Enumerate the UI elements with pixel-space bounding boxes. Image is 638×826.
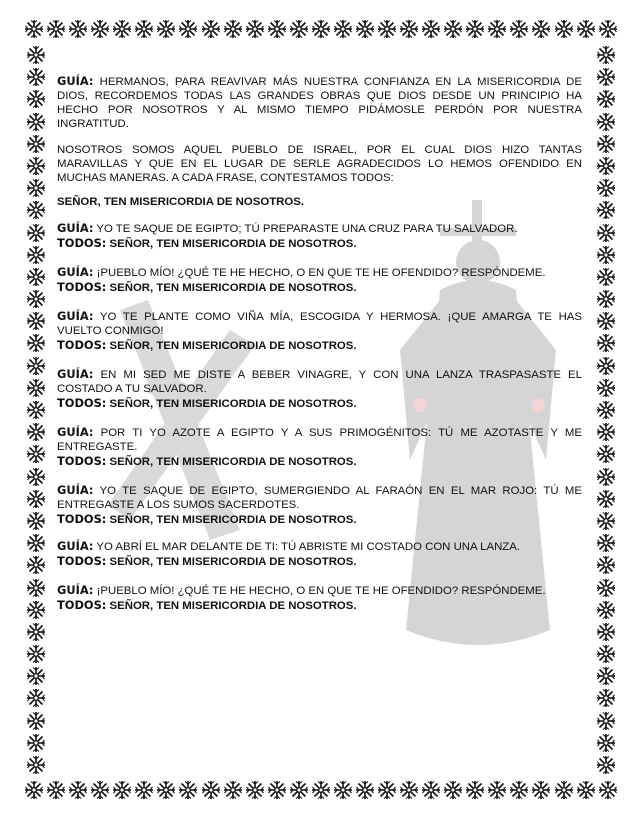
asterisk-flower-icon: [596, 600, 616, 620]
asterisk-flower-icon: [26, 45, 46, 65]
asterisk-flower-icon: [156, 780, 176, 800]
all-label: TODOS:: [57, 454, 107, 468]
asterisk-flower-icon: [596, 755, 616, 775]
guide-line: [57, 221, 582, 236]
asterisk-flower-icon: [311, 19, 331, 39]
asterisk-flower-icon: [596, 200, 616, 220]
guide-text: EN MI SED ME DISTE A BEBER VINAGRE, Y CON UNA LANZA TRASPASASTE EL COSTADO A TU SALVADOR.: [57, 369, 582, 395]
context-paragraph: NOSOTROS SOMOS AQUEL PUEBLO DE ISRAEL, POR EL CUAL DIOS HIZO TANTAS MARAVILLAS Y QUE EN EL LUGAR DE SERLE AGRADECIDOS LO HEMOS OFENDIDO EN MUCHAS MANERAS. A CADA FRASE, CONTESTAMOS TODOS:: [57, 144, 582, 184]
asterisk-flower-icon: [112, 780, 132, 800]
asterisk-flower-icon: [26, 333, 46, 353]
asterisk-flower-icon: [26, 555, 46, 575]
asterisk-flower-icon: [596, 378, 616, 398]
asterisk-flower-icon: [223, 19, 243, 39]
intro-paragraph: [57, 74, 582, 131]
asterisk-flower-icon: [596, 511, 616, 531]
guide-line: [57, 425, 582, 454]
asterisk-flower-icon: [112, 19, 132, 39]
all-label: TODOS:: [57, 554, 107, 568]
asterisk-flower-icon: [554, 780, 574, 800]
asterisk-flower-icon: [596, 622, 616, 642]
asterisk-flower-icon: [596, 711, 616, 731]
response-line: [57, 512, 582, 527]
asterisk-flower-icon: [24, 19, 44, 39]
asterisk-flower-icon: [26, 489, 46, 509]
asterisk-flower-icon: [26, 711, 46, 731]
response-line: [57, 396, 582, 411]
guide-label: GUÍA:: [57, 367, 94, 381]
guide-label: GUÍA:: [57, 583, 94, 597]
response-line: [57, 280, 582, 295]
all-text: SEÑOR, TEN MISERICORDIA DE NOSOTROS.: [106, 340, 357, 352]
asterisk-flower-icon: [377, 19, 397, 39]
page-border-left: [24, 45, 48, 775]
asterisk-flower-icon: [178, 780, 198, 800]
asterisk-flower-icon: [596, 467, 616, 487]
all-text: SEÑOR, TEN MISERICORDIA DE NOSOTROS.: [106, 238, 357, 250]
asterisk-flower-icon: [576, 19, 596, 39]
guide-label: GUÍA:: [57, 265, 94, 279]
asterisk-flower-icon: [596, 223, 616, 243]
asterisk-flower-icon: [90, 19, 110, 39]
all-label: TODOS:: [57, 236, 107, 250]
asterisk-flower-icon: [26, 600, 46, 620]
asterisk-flower-icon: [355, 19, 375, 39]
asterisk-flower-icon: [201, 19, 221, 39]
asterisk-flower-icon: [134, 19, 154, 39]
asterisk-flower-icon: [596, 733, 616, 753]
asterisk-flower-icon: [26, 578, 46, 598]
asterisk-flower-icon: [596, 245, 616, 265]
prayer-text: [57, 74, 582, 613]
asterisk-flower-icon: [311, 780, 331, 800]
asterisk-flower-icon: [26, 533, 46, 553]
asterisk-flower-icon: [596, 289, 616, 309]
asterisk-flower-icon: [26, 733, 46, 753]
asterisk-flower-icon: [134, 780, 154, 800]
asterisk-flower-icon: [333, 780, 353, 800]
refrain: SEÑOR, TEN MISERICORDIA DE NOSOTROS.: [57, 196, 305, 208]
asterisk-flower-icon: [531, 19, 551, 39]
asterisk-flower-icon: [26, 378, 46, 398]
guide-label: GUÍA:: [57, 309, 94, 323]
guide-text: YO TE SAQUE DE EGIPTO; TÚ PREPARASTE UNA CRUZ PARA TU SALVADOR.: [93, 223, 518, 235]
asterisk-flower-icon: [26, 467, 46, 487]
guide-line: [57, 483, 582, 512]
all-text: SEÑOR, TEN MISERICORDIA DE NOSOTROS.: [106, 514, 357, 526]
asterisk-flower-icon: [596, 688, 616, 708]
all-text: SEÑOR, TEN MISERICORDIA DE NOSOTROS.: [106, 556, 357, 568]
asterisk-flower-icon: [596, 89, 616, 109]
asterisk-flower-icon: [245, 780, 265, 800]
asterisk-flower-icon: [26, 400, 46, 420]
guide-label: GUÍA:: [57, 539, 94, 553]
asterisk-flower-icon: [598, 19, 618, 39]
asterisk-flower-icon: [46, 780, 66, 800]
asterisk-flower-icon: [465, 780, 485, 800]
asterisk-flower-icon: [596, 444, 616, 464]
guide-line: [57, 309, 582, 338]
all-label: TODOS:: [57, 280, 107, 294]
guide-line: [57, 265, 582, 280]
asterisk-flower-icon: [596, 666, 616, 686]
asterisk-flower-icon: [596, 67, 616, 87]
asterisk-flower-icon: [596, 578, 616, 598]
asterisk-flower-icon: [596, 45, 616, 65]
all-text: SEÑOR, TEN MISERICORDIA DE NOSOTROS.: [106, 600, 357, 612]
asterisk-flower-icon: [487, 780, 507, 800]
asterisk-flower-icon: [90, 780, 110, 800]
guide-label: GUÍA:: [57, 483, 94, 497]
guide-label: GUÍA:: [57, 74, 94, 88]
asterisk-flower-icon: [596, 178, 616, 198]
guide-line: [57, 539, 582, 554]
asterisk-flower-icon: [399, 19, 419, 39]
all-label: TODOS:: [57, 396, 107, 410]
asterisk-flower-icon: [26, 688, 46, 708]
asterisk-flower-icon: [26, 112, 46, 132]
asterisk-flower-icon: [24, 780, 44, 800]
guide-label: GUÍA:: [57, 221, 94, 235]
response-line: [57, 554, 582, 569]
asterisk-flower-icon: [26, 178, 46, 198]
asterisk-flower-icon: [596, 422, 616, 442]
asterisk-flower-icon: [26, 755, 46, 775]
page-border-top: [24, 17, 618, 41]
asterisk-flower-icon: [596, 555, 616, 575]
asterisk-flower-icon: [26, 356, 46, 376]
asterisk-flower-icon: [26, 245, 46, 265]
asterisk-flower-icon: [596, 533, 616, 553]
asterisk-flower-icon: [333, 19, 353, 39]
asterisk-flower-icon: [377, 780, 397, 800]
asterisk-flower-icon: [26, 622, 46, 642]
guide-text: YO TE SAQUE DE EGIPTO, SUMERGIENDO AL FARAÓN EN EL MAR ROJO: TÚ ME ENTREGASTE A LOS SUMOS SACERDOTES.: [57, 485, 582, 511]
asterisk-flower-icon: [26, 223, 46, 243]
asterisk-flower-icon: [596, 134, 616, 154]
asterisk-flower-icon: [26, 422, 46, 442]
response-line: [57, 454, 582, 469]
asterisk-flower-icon: [289, 19, 309, 39]
guide-line: [57, 367, 582, 396]
asterisk-flower-icon: [156, 19, 176, 39]
asterisk-flower-icon: [289, 780, 309, 800]
all-text: SEÑOR, TEN MISERICORDIA DE NOSOTROS.: [106, 282, 357, 294]
asterisk-flower-icon: [421, 19, 441, 39]
all-label: TODOS:: [57, 512, 107, 526]
asterisk-flower-icon: [465, 19, 485, 39]
asterisk-flower-icon: [26, 200, 46, 220]
asterisk-flower-icon: [596, 333, 616, 353]
asterisk-flower-icon: [596, 356, 616, 376]
asterisk-flower-icon: [576, 780, 596, 800]
asterisk-flower-icon: [26, 666, 46, 686]
asterisk-flower-icon: [26, 134, 46, 154]
asterisk-flower-icon: [399, 780, 419, 800]
asterisk-flower-icon: [596, 489, 616, 509]
asterisk-flower-icon: [26, 644, 46, 664]
asterisk-flower-icon: [46, 19, 66, 39]
asterisk-flower-icon: [178, 19, 198, 39]
asterisk-flower-icon: [68, 19, 88, 39]
guide-text: ¡PUEBLO MÍO! ¿QUÉ TE HE HECHO, O EN QUE TE HE OFENDIDO? RESPÓNDEME.: [93, 585, 546, 597]
page-border-right: [594, 45, 618, 775]
asterisk-flower-icon: [26, 511, 46, 531]
asterisk-flower-icon: [531, 780, 551, 800]
asterisk-flower-icon: [554, 19, 574, 39]
asterisk-flower-icon: [596, 400, 616, 420]
asterisk-flower-icon: [68, 780, 88, 800]
asterisk-flower-icon: [267, 780, 287, 800]
verse-list: [57, 221, 582, 613]
guide-text: YO TE PLANTE COMO VIÑA MÍA, ESCOGIDA Y HERMOSA. ¡QUE AMARGA TE HAS VUELTO CONMIGO!: [57, 311, 582, 337]
guide-label: GUÍA:: [57, 425, 94, 439]
asterisk-flower-icon: [443, 19, 463, 39]
asterisk-flower-icon: [26, 67, 46, 87]
asterisk-flower-icon: [26, 289, 46, 309]
asterisk-flower-icon: [596, 311, 616, 331]
asterisk-flower-icon: [245, 19, 265, 39]
asterisk-flower-icon: [26, 267, 46, 287]
asterisk-flower-icon: [267, 19, 287, 39]
asterisk-flower-icon: [26, 444, 46, 464]
asterisk-flower-icon: [421, 780, 441, 800]
guide-line: [57, 583, 582, 598]
asterisk-flower-icon: [596, 156, 616, 176]
asterisk-flower-icon: [26, 156, 46, 176]
all-label: TODOS:: [57, 598, 107, 612]
response-line: [57, 598, 582, 613]
all-text: SEÑOR, TEN MISERICORDIA DE NOSOTROS.: [106, 456, 357, 468]
asterisk-flower-icon: [355, 780, 375, 800]
response-line: [57, 338, 582, 353]
response-line: [57, 236, 582, 251]
all-text: SEÑOR, TEN MISERICORDIA DE NOSOTROS.: [106, 398, 357, 410]
asterisk-flower-icon: [26, 311, 46, 331]
asterisk-flower-icon: [509, 19, 529, 39]
asterisk-flower-icon: [596, 112, 616, 132]
asterisk-flower-icon: [443, 780, 463, 800]
asterisk-flower-icon: [26, 89, 46, 109]
intro-text: HERMANOS, PARA REAVIVAR MÁS NUESTRA CONFIANZA EN LA MISERICORDIA DE DIOS, RECORDEMOS TODAS LAS GRANDES OBRAS QUE DIOS DESDE UN PRINCIPIO HA HECHO POR NOSOTROS Y AL MISMO TIEMPO PIDÁMOSLE PERDÓN POR NUESTRA INGRATITUD.: [57, 76, 582, 130]
guide-text: ¡PUEBLO MÍO! ¿QUÉ TE HE HECHO, O EN QUE TE HE OFENDIDO? RESPÓNDEME.: [93, 267, 546, 279]
guide-text: YO ABRÍ EL MAR DELANTE DE TI: TÚ ABRISTE MI COSTADO CON UNA LANZA.: [93, 541, 521, 553]
asterisk-flower-icon: [596, 267, 616, 287]
page-border-bottom: [24, 778, 618, 802]
asterisk-flower-icon: [223, 780, 243, 800]
asterisk-flower-icon: [596, 644, 616, 664]
asterisk-flower-icon: [487, 19, 507, 39]
asterisk-flower-icon: [598, 780, 618, 800]
asterisk-flower-icon: [201, 780, 221, 800]
guide-text: POR TI YO AZOTE A EGIPTO Y A SUS PRIMOGÉNITOS: TÚ ME AZOTASTE Y ME ENTREGASTE.: [57, 427, 582, 453]
asterisk-flower-icon: [509, 780, 529, 800]
all-label: TODOS:: [57, 338, 107, 352]
